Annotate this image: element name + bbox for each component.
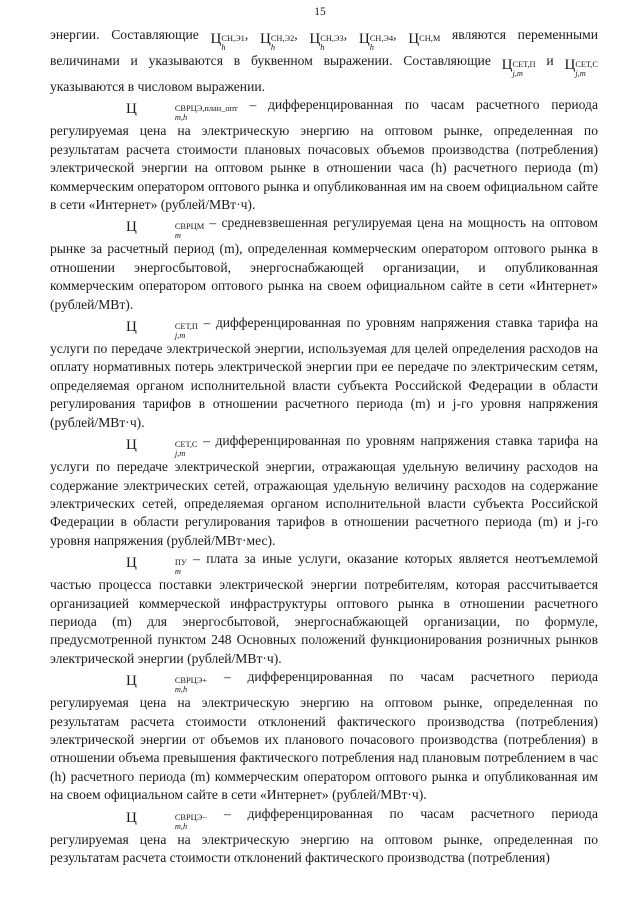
- definition-negative-deviation-price: [50, 805, 598, 868]
- price-symbol: Ц СН,Э2 h: [259, 31, 295, 52]
- definition-text: – средневзвешенная регулируемая цена на мощность на оптовом рынке за расчетный период (m), определенная коммерческим оператором оптового рынка в отношении энергосбытовой, энергоснабжающей организации, и опубликованная коммерческим оператором оптового рынка на своем официальном сайте в сети «Интернет» (рублей/МВт).: [50, 215, 598, 312]
- price-symbol: Ц СН,Э4 h: [358, 31, 394, 52]
- paragraph-components-note: энергии. Составляющие Ц СН,Э1 h , Ц СН,Э2 h , Ц СН,Э3 h , Ц СН,Э4 h , Ц СН,М являются переменными величинами и указываются в буквенном выражении. Составляющие Ц СЕТ,П j,m и Ц СЕТ,С j,m указываются в числовом выражении.: [50, 27, 599, 94]
- definition-grid-loss-tariff: [50, 314, 598, 432]
- price-symbol: Ц СН,М: [408, 31, 441, 47]
- price-symbol: Ц СН,Э1 h: [210, 31, 245, 52]
- price-symbol: Ц СЕТ,С j,m: [564, 57, 598, 78]
- price-symbol: Ц СВРЦЭ,план_опт m,h: [126, 101, 238, 123]
- definition-text: – дифференцированная по часам расчетного периода регулируемая цена на электрическую энергию на оптовом рынке, определенная по результатам расчета стоимости плановых почасовых объемов производства (потребления) электрической энергии на оптовом рынке в отношении часа (h) расчетного периода (m) коммерческим оператором оптового рынка и опубликованная им на своем официальном сайте в сети «Интернет» (рублей/МВт·ч).: [50, 97, 598, 213]
- definition-grid-maintenance-tariff: [50, 432, 598, 550]
- price-symbol: Ц СЕТ,П j,m: [501, 57, 536, 78]
- definition-text: – плата за иные услуги, оказание которых является неотъемлемой частью процесса поставки электрической энергии потребителям, которая рассчитывается организацией коммерческой инфраструктуры оптового рынка в отношении расчетного периода (m) для энергосбытовой, энергоснабжающей организации, по формуле, предусмотренной пунктом 248 Основных положений функционирования розничных рынков электрической энергии (рублей/МВт·ч).: [50, 551, 598, 666]
- price-symbol: Ц СЕТ,С j,m: [126, 437, 198, 459]
- definition-other-services-fee: [50, 550, 598, 668]
- definition-text: – дифференцированная по часам расчетного периода регулируемая цена на электрическую энергию на оптовом рынке, определенная по результатам расчета стоимости отклонений фактического производства (потребления): [50, 805, 598, 865]
- page-number: 15: [314, 6, 326, 18]
- definition-text: – дифференцированная по уровням напряжения ставка тарифа на услуги по передаче электрической энергии, используемая для целей определения расходов на оплату нормативных потерь электрической энергии при ее передаче по электрическим сетям, определяемая органом исполнительной власти субъекта Российской Федерации в области регулирования тарифов в отношении расчетного периода (m) и j-го уровня напряжения (рублей/МВт·ч).: [50, 315, 598, 430]
- definition-text: – дифференцированная по уровням напряжения ставка тарифа на услуги по передаче электрической энергии, отражающая удельную величину расходов на содержание электрических сетей, отражающая удельную величину расходов на содержание электрических сетей, определяемая органом исполнительной власти субъекта Российской Федерации в области регулирования тарифов в отношении расчетного периода (m) и j-го уровня напряжения (рублей/МВт·мес).: [50, 433, 598, 548]
- price-symbol: Ц СЕТ,П j,m: [126, 319, 198, 341]
- definition-positive-deviation-price: [50, 668, 598, 804]
- definition-planned-energy-price: [50, 96, 598, 214]
- price-symbol: Ц СН,Э3 h: [309, 31, 344, 52]
- definition-text: – дифференцированная по часам расчетного периода регулируемая цена на электрическую энергию на оптовом рынке, определенная по результатам расчета стоимости отклонений фактического производства (потребления) электрической энергии от объемов их планового почасового производства (потребления) в отношении объема превышения фактического потребления над плановым потреблением в час (h) расчетного периода (m) коммерческим оператором оптового рынка и опубликованная им на своем официальном сайте в сети «Интернет» (рублей/МВт·ч).: [50, 669, 598, 803]
- text-segment: являются переменными величинами и указываются в буквенном выражении. Составляющие: [50, 27, 599, 68]
- text-segment: указываются в числовом выражении.: [50, 79, 266, 94]
- document-body: [50, 26, 598, 867]
- definition-capacity-price: [50, 214, 598, 314]
- text-segment: энергии. Составляющие: [50, 27, 211, 42]
- price-symbol: Ц СВРЦЭ+ m,h: [126, 673, 207, 695]
- price-symbol: Ц СВРЦМ m: [126, 219, 205, 241]
- price-symbol: Ц ПУ m: [126, 555, 187, 577]
- price-symbol: Ц СВРЦЭ− m,h: [126, 809, 207, 831]
